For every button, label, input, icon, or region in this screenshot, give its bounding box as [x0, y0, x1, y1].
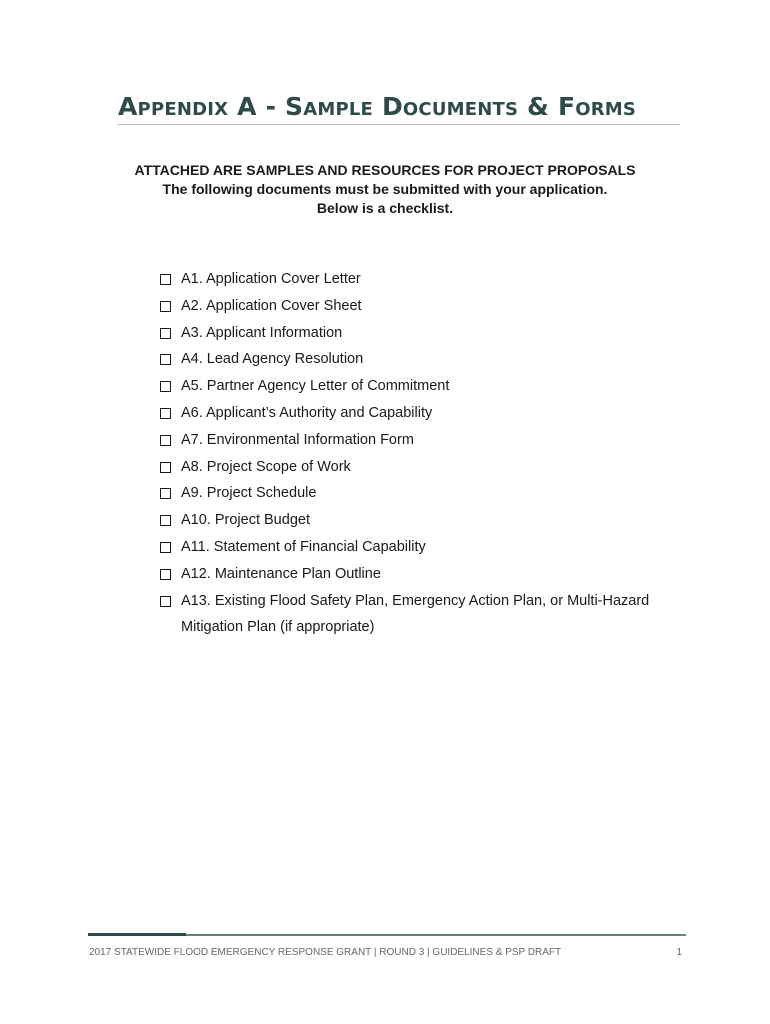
checklist-item-label: A2. Application Cover Sheet: [181, 297, 362, 314]
checklist-item-label: A11. Statement of Financial Capability: [181, 538, 426, 555]
checklist-item-a5: [160, 373, 700, 400]
checklist-item-label: A10. Project Budget: [181, 512, 310, 529]
checkbox-icon[interactable]: [160, 381, 171, 392]
checklist-item-a7: [160, 427, 700, 454]
checkbox-icon[interactable]: [160, 542, 171, 553]
checkbox-icon[interactable]: [160, 301, 171, 312]
title-divider: [118, 124, 680, 125]
footer-document-title: 2017 STATEWIDE FLOOD EMERGENCY RESPONSE GRANT | ROUND 3 | GUIDELINES & PSP DRAFT: [89, 947, 562, 958]
checklist-item-a13: [160, 588, 700, 642]
checklist-item-label: A1. Application Cover Letter: [181, 271, 361, 287]
checkbox-icon[interactable]: [160, 274, 171, 285]
checklist-item-a12: [160, 561, 700, 588]
checkbox-icon[interactable]: [160, 408, 171, 419]
checkbox-icon[interactable]: [160, 515, 171, 526]
intro-line-2: The following documents must be submitted with your application.: [162, 181, 608, 197]
document-checklist: [160, 266, 700, 641]
checklist-item-label: A8. Project Scope of Work: [181, 458, 351, 475]
intro-block: [80, 161, 690, 218]
checklist-item-a3: [160, 320, 700, 347]
checklist-item-a4: [160, 346, 700, 373]
checklist-item-label: A13. Existing Flood Safety Plan, Emergency Action Plan, or Multi-Hazard Mitigation Plan (if appropriate): [181, 592, 650, 636]
checklist-item-a2: [160, 293, 700, 320]
checkbox-icon[interactable]: [160, 354, 171, 365]
checkbox-icon[interactable]: [160, 596, 171, 607]
intro-line-3: Below is a checklist.: [316, 200, 454, 216]
checklist-item-label: A4. Lead Agency Resolution: [181, 351, 364, 368]
checkbox-icon[interactable]: [160, 569, 171, 580]
checklist-item-a1: [160, 266, 700, 293]
checkbox-icon[interactable]: [160, 488, 171, 499]
checkbox-icon[interactable]: [160, 462, 171, 473]
intro-line-1: ATTACHED ARE SAMPLES AND RESOURCES FOR PROJECT PROPOSALS: [134, 162, 636, 178]
checklist-item-a8: [160, 454, 700, 481]
checkbox-icon[interactable]: [160, 435, 171, 446]
checklist-item-label: A6. Applicant’s Authority and Capability: [181, 404, 433, 421]
checklist-item-label: A9. Project Schedule: [181, 485, 317, 502]
checklist-item-a9: [160, 480, 700, 507]
page-title: Appendix A - Sample Documents & Forms: [118, 92, 637, 121]
footer-divider-accent: [88, 933, 186, 936]
checklist-item-label: A7. Environmental Information Form: [181, 431, 414, 448]
checkbox-icon[interactable]: [160, 328, 171, 339]
checklist-item-a10: [160, 507, 700, 534]
page-number: 1: [676, 947, 682, 958]
checklist-item-label: A12. Maintenance Plan Outline: [181, 565, 381, 582]
checklist-item-label: A5. Partner Agency Letter of Commitment: [181, 378, 450, 395]
checklist-item-a11: [160, 534, 700, 561]
checklist-item-a6: [160, 400, 700, 427]
checklist-item-label: A3. Applicant Information: [181, 324, 343, 341]
